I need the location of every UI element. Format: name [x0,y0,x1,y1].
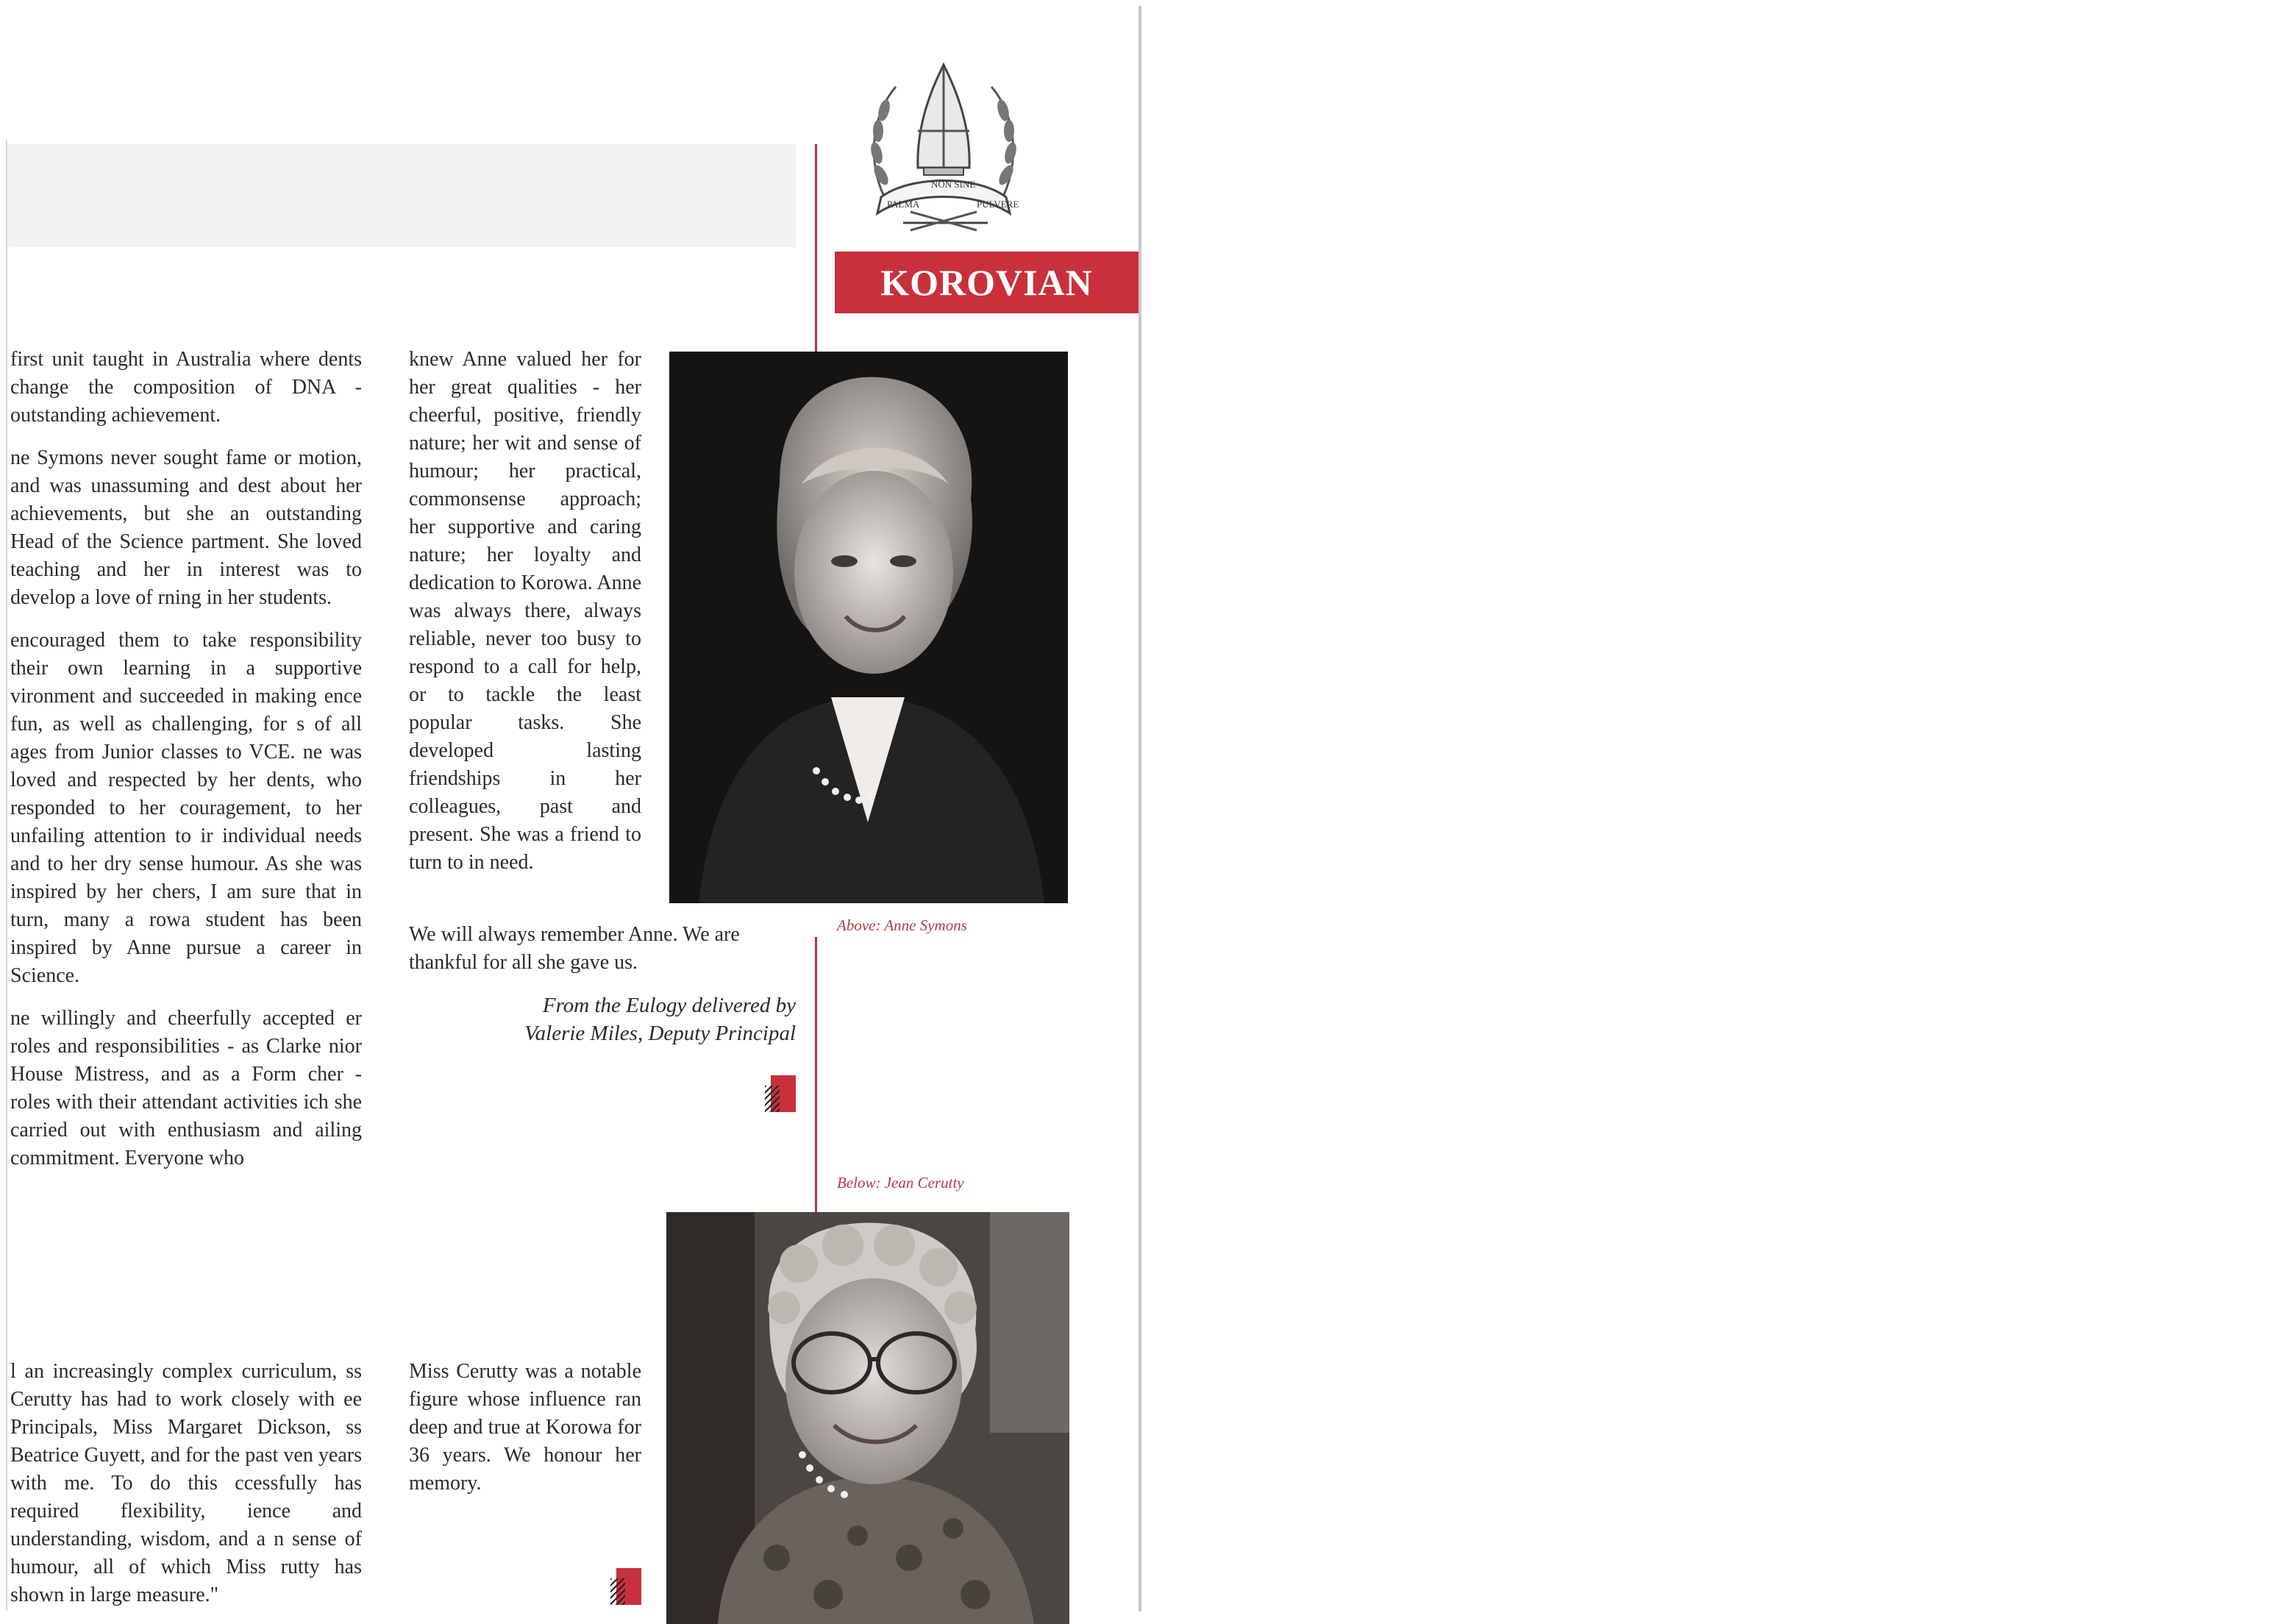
body-paragraph: l an increasingly complex curriculum, ss Cerutty has had to work closely with ee Principals, Miss Margaret Dickson, ss Beatrice Guyett, and for the past ven years with me. To do this ccessfully has required flexibility, ience and understanding, wisdom, and a n sense of humour, all of which Miss rutty has shown in large measure." [10,1360,362,1606]
vertical-rule-middle [815,937,817,1212]
portrait-photo-anne-symons [669,352,1068,903]
crest-motto-part-2: PULVERE [977,199,1019,210]
left-column-bottom [10,1358,362,1624]
school-crest-icon [859,57,1028,241]
middle-column-top [409,346,641,891]
tribute-paragraph-lower: Miss Cerutty was a notable figure whose influence ran deep and true at Korowa for 36 years. We honour her memory. [409,1360,641,1495]
crest-motto-part-1: NON SINE [931,179,976,190]
closing-paragraph: We will always remember Anne. We are thankful for all she gave us. [409,923,740,974]
body-paragraph: ne willingly and cheerfully accepted er roles and responsibilities - as Clarke nior House Mistress, and as a Form cher - roles with their attendant activities ich she carried out with enthusiasm and ailing commitment. Everyone who [10,1007,362,1169]
title-band [7,144,796,247]
eulogy-attribution [456,991,796,1047]
tribute-paragraph: knew Anne valued her for her great qualities - her cheerful, positive, friendly nature; her wit and sense of humour; her practical, commonsense approach; her supportive and caring nature; her loyalty and dedication to Korowa. Anne was always there, always reliable, never too busy to respond to a call for help, or to tackle the least popular tasks. She developed lasting friendships in her colleagues, past and present. She was a friend to turn to in need. [409,348,641,874]
crest-motto-part-3: PALMA [887,199,920,210]
magazine-page [0,0,1138,1611]
portrait-jean-icon [666,1212,1069,1624]
photo-caption-below: Below: Jean Cerutty [837,1174,964,1192]
vertical-rule-top [815,144,817,353]
body-paragraph: ne Symons never sought fame or motion, and was unassuming and dest about her achievements, but she an outstanding Head of the Science partment. She loved teaching and her in interest was to develop a love of rning in her students. [10,446,362,609]
body-paragraph: first unit taught in Australia where dents change the composition of DNA - outstanding achievement. [10,348,362,427]
attribution-line-2: Valerie Miles, Deputy Principal [524,1022,796,1045]
end-of-article-mark-icon [771,1075,796,1112]
portrait-photo-jean-cerutty [666,1212,1069,1624]
page-gutter-shadow [6,140,7,1611]
masthead-banner: KOROVIAN [835,252,1138,313]
middle-column-bottom [409,1358,641,1512]
end-of-article-mark-icon [616,1568,641,1605]
portrait-anne-icon [669,352,1068,903]
left-column-top [10,346,362,1187]
attribution-line-1: From the Eulogy delivered by [542,994,796,1017]
photo-caption-above: Above: Anne Symons [837,916,967,934]
body-paragraph: encouraged them to take responsibility their own learning in a supportive vironment and succeeded in making ence fun, as well as challenging, for s of all ages from Junior classes to VCE. ne was loved and respected by her dents, who responded to her couragement, to her unfailing attention to ir individual needs and to her dry sense humour. As she was inspired by her chers, I am sure that in turn, many a rowa student has been inspired by Anne pursue a career in Science. [10,629,362,987]
page-edge [1138,6,1141,1611]
